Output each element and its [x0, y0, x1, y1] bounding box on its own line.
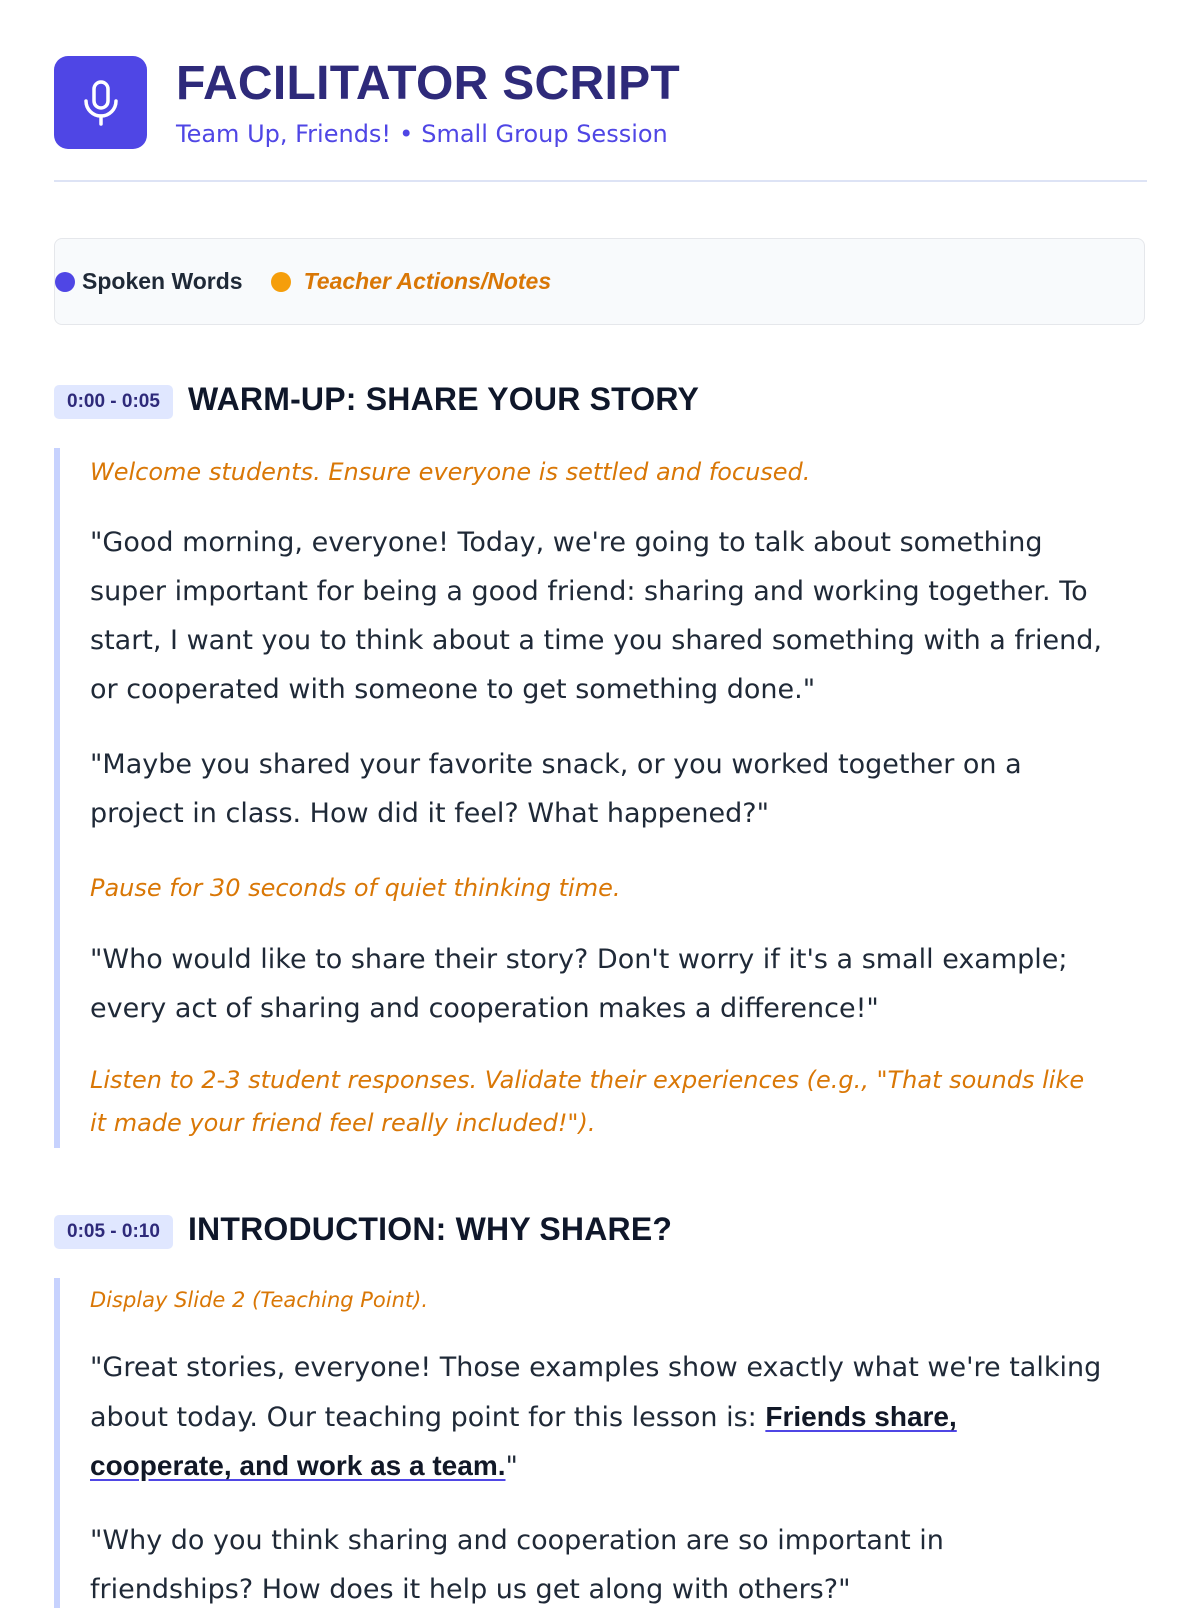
- section-script: [54, 1278, 1148, 1608]
- teacher-note: Welcome students. Ensure everyone is settled and focused.: [90, 458, 811, 486]
- teaching-point: cooperate, and work as a team.: [90, 1450, 506, 1481]
- legend-spoken-label: Spoken Words: [82, 268, 243, 294]
- spoken-line: "Why do you think sharing and cooperation are so important in: [90, 1525, 944, 1556]
- teacher-note: Pause for 30 seconds of quiet thinking time.: [90, 874, 621, 902]
- section-heading: [54, 1210, 672, 1249]
- header-divider: [54, 180, 1147, 182]
- time-badge: 0:00 - 0:05: [54, 385, 173, 419]
- teacher-note: it made your friend feel really included!").: [90, 1109, 596, 1137]
- subtitle-separator: •: [399, 119, 414, 148]
- spoken-line: [90, 1392, 957, 1442]
- section-script: [54, 448, 1148, 1148]
- spoken-line: every act of sharing and cooperation makes a difference!": [90, 993, 879, 1024]
- spoken-text: about today. Our teaching point for this lesson is:: [90, 1402, 766, 1433]
- teacher-note: Display Slide 2 (Teaching Point).: [90, 1288, 429, 1312]
- microphone-icon: [54, 56, 147, 149]
- time-badge: 0:05 - 0:10: [54, 1215, 173, 1249]
- page-title: FACILITATOR SCRIPT: [176, 56, 681, 110]
- spoken-line: project in class. How did it feel? What happened?": [90, 798, 770, 829]
- spoken-line: "Who would like to share their story? Don't worry if it's a small example;: [90, 944, 1068, 975]
- spoken-line: [90, 1441, 518, 1491]
- legend-spoken: [82, 268, 243, 295]
- legend-notes-label: Teacher Actions/Notes: [303, 268, 552, 294]
- notes-dot-icon: [271, 272, 291, 292]
- lesson-name: Team Up, Friends!: [176, 119, 392, 148]
- page-header: [54, 56, 680, 149]
- section-heading: [54, 380, 699, 419]
- spoken-line: super important for being a good friend: sharing and working together. To: [90, 576, 1088, 607]
- section-title: WARM-UP: SHARE YOUR STORY: [187, 381, 700, 417]
- teaching-point: Friends share,: [765, 1401, 957, 1432]
- spoken-line: "Great stories, everyone! Those examples show exactly what we're talking: [90, 1352, 1102, 1383]
- legend-notes: [271, 268, 552, 295]
- spoken-line: "Maybe you shared your favorite snack, or you worked together on a: [90, 749, 1022, 780]
- spoken-line: friendships? How does it help us get along with others?": [90, 1574, 851, 1605]
- spoken-line: or cooperated with someone to get something done.": [90, 674, 816, 705]
- section-title: INTRODUCTION: WHY SHARE?: [187, 1211, 673, 1247]
- spoken-line: start, I want you to think about a time you shared something with a friend,: [90, 625, 1102, 656]
- spoken-text: ": [505, 1451, 518, 1482]
- teacher-note: Listen to 2-3 student responses. Validate their experiences (e.g., "That sounds like: [90, 1066, 1085, 1094]
- session-type: Small Group Session: [421, 119, 668, 148]
- spoken-line: "Good morning, everyone! Today, we're going to talk about something: [90, 527, 1043, 558]
- page-subtitle: [176, 119, 680, 149]
- legend-box: [54, 238, 1145, 325]
- spoken-dot-icon: [55, 272, 75, 292]
